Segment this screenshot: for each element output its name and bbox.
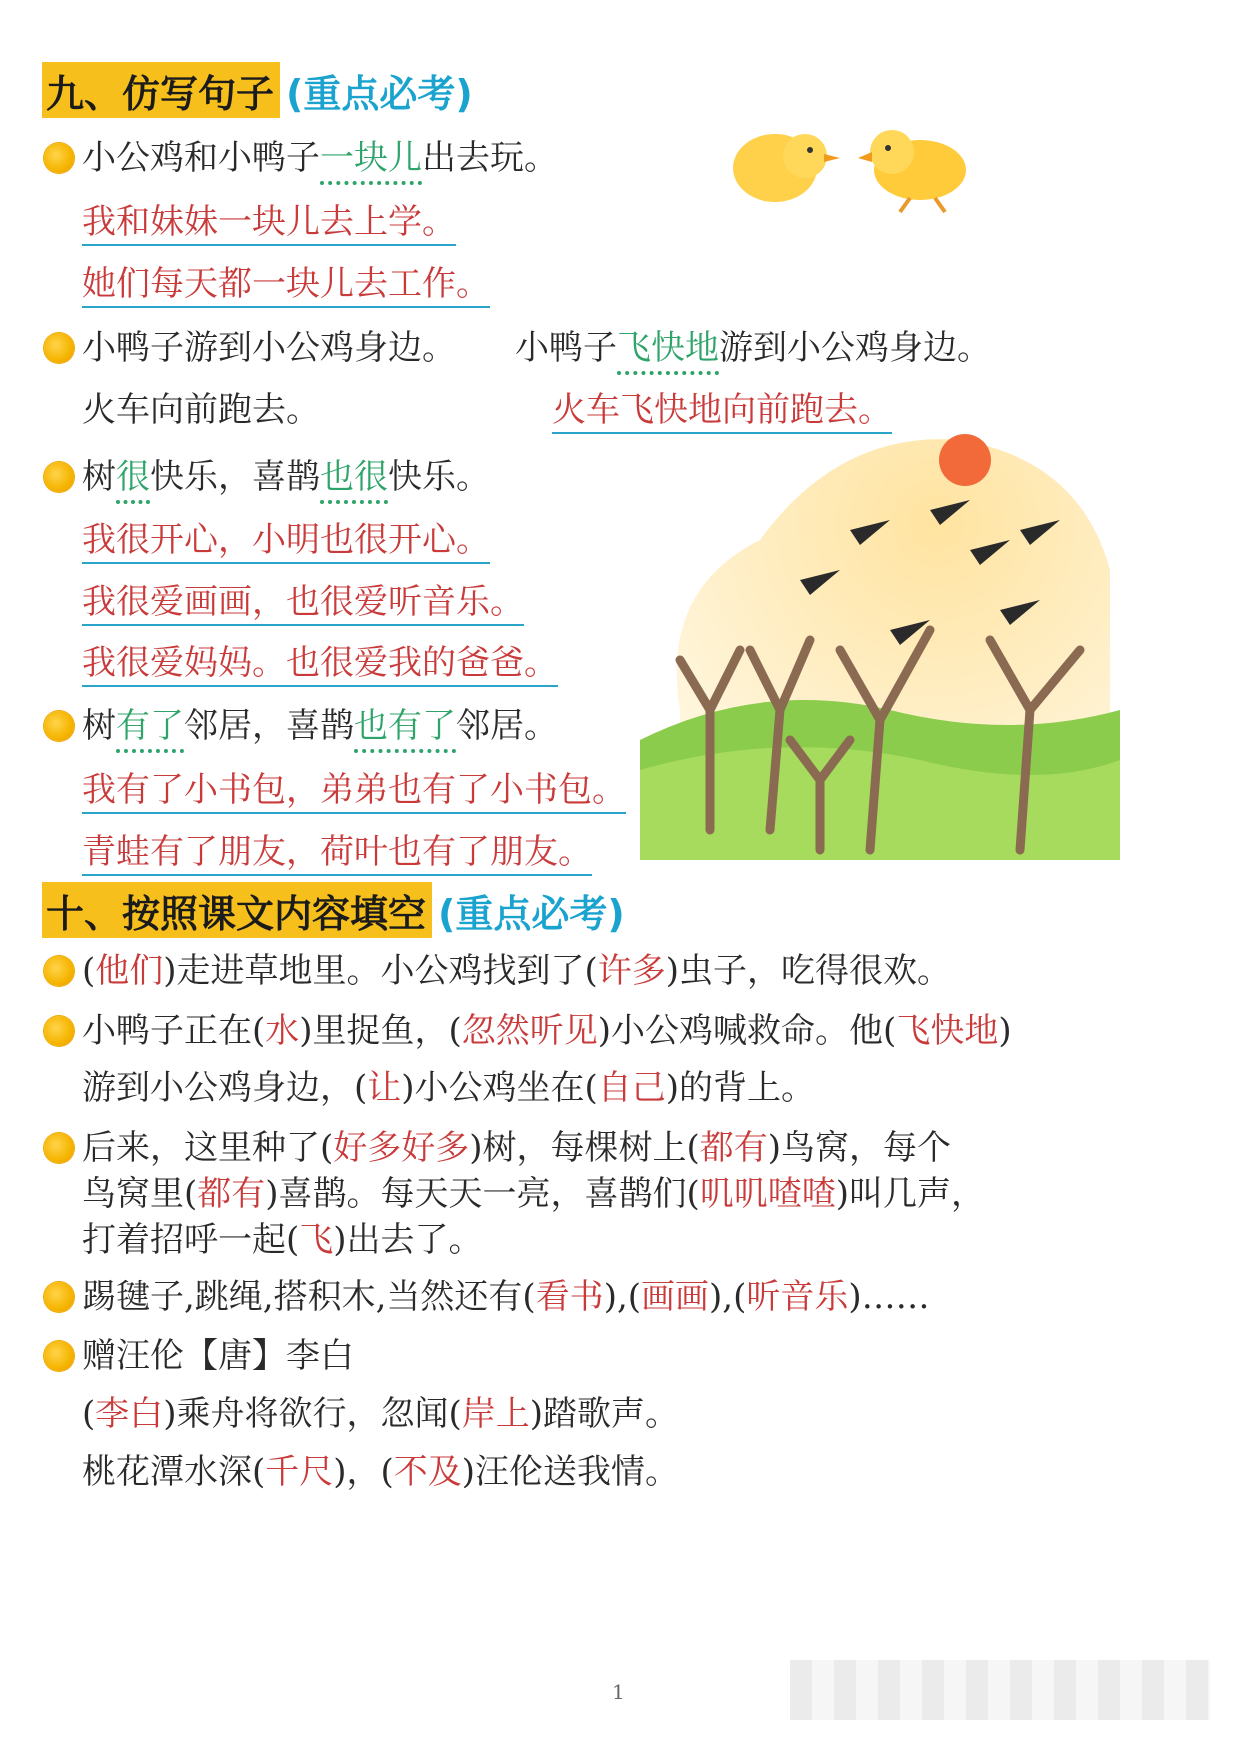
answer-text: 水 bbox=[265, 1011, 300, 1051]
text: ),( bbox=[603, 1277, 642, 1317]
answer-text: 我很开心，小明也很开心。 bbox=[82, 520, 490, 564]
fill-line-4 bbox=[82, 1271, 930, 1323]
text: )叫几声， bbox=[835, 1174, 986, 1214]
text: )里捉鱼，( bbox=[299, 1011, 462, 1051]
keyword: 飞快地 bbox=[617, 328, 719, 368]
section-9-number: 九、仿写句子 bbox=[42, 62, 280, 118]
answer-sentence bbox=[82, 258, 490, 310]
bullet-icon bbox=[44, 711, 74, 741]
blurred-watermark bbox=[790, 1660, 1210, 1720]
section-10-tag: (重点必考) bbox=[438, 891, 625, 936]
prompt-text: 小鸭子游到小公鸡身边。 bbox=[82, 328, 456, 368]
bullet-icon bbox=[44, 333, 74, 363]
answer-text: 叽叽喳喳 bbox=[699, 1174, 836, 1214]
poem-line-2 bbox=[82, 1446, 679, 1498]
answer-text: 自己 bbox=[597, 1068, 666, 1108]
keyword: 很 bbox=[116, 457, 150, 497]
text: 后来，这里种了( bbox=[82, 1128, 334, 1168]
text: 打着招呼一起( bbox=[82, 1220, 300, 1260]
answer-text: 忽然听见 bbox=[461, 1011, 598, 1051]
prompt-text: 游到小公鸡身边。 bbox=[719, 328, 991, 368]
answer-text: 听音乐 bbox=[746, 1277, 849, 1317]
text: )汪伦送我情。 bbox=[461, 1452, 680, 1492]
poem-line-1 bbox=[82, 1388, 679, 1440]
text: )鸟窝，每个 bbox=[767, 1128, 952, 1168]
prompt-text: 出去玩。 bbox=[422, 138, 558, 178]
section-10-title bbox=[42, 882, 625, 938]
answer-sentence bbox=[82, 826, 592, 878]
text: )喜鹊。每天天一亮，喜鹊们( bbox=[265, 1174, 700, 1214]
answer-sentence bbox=[552, 384, 892, 436]
prompt-text: 树 bbox=[82, 457, 116, 497]
answer-text: 让 bbox=[367, 1068, 402, 1108]
section-10-number: 十、按照课文内容填空 bbox=[42, 882, 432, 938]
answer-text: 千尺 bbox=[265, 1452, 334, 1492]
answer-text: 许多 bbox=[597, 951, 666, 991]
text: ( bbox=[82, 951, 96, 991]
prompt-text: 小鸭子 bbox=[515, 328, 617, 368]
answer-text: 我很爱妈妈。也很爱我的爸爸。 bbox=[82, 643, 558, 687]
answer-text: 她们每天都一块儿去工作。 bbox=[82, 264, 490, 308]
text: )小公鸡喊救命。他( bbox=[597, 1011, 897, 1051]
prompt-text: 快乐。 bbox=[388, 457, 490, 497]
prompt-sentence-4 bbox=[82, 700, 558, 752]
text: 桃花潭水深( bbox=[82, 1452, 266, 1492]
answer-text: 李白 bbox=[95, 1394, 164, 1434]
answer-text: 我很爱画画，也很爱听音乐。 bbox=[82, 582, 524, 626]
bullet-icon bbox=[44, 462, 74, 492]
prompt-text: 邻居。 bbox=[456, 706, 558, 746]
fill-line-3a bbox=[82, 1122, 951, 1174]
answer-text: 飞 bbox=[299, 1220, 334, 1260]
page-marker: 1 bbox=[612, 1680, 625, 1704]
text: 踢毽子,跳绳,搭积木,当然还有( bbox=[82, 1277, 536, 1317]
fill-line-2b bbox=[82, 1062, 815, 1114]
text: ( bbox=[82, 1394, 96, 1434]
magpie-tree-illustration bbox=[640, 410, 1120, 860]
bullet-icon bbox=[44, 1016, 74, 1046]
prompt-sentence-3 bbox=[82, 451, 490, 503]
poem-title: 赠汪伦【唐】李白 bbox=[82, 1336, 354, 1376]
text: )走进草地里。小公鸡找到了( bbox=[163, 951, 598, 991]
chicks-illustration bbox=[720, 118, 1000, 218]
prompt-text: 邻居，喜鹊 bbox=[184, 706, 354, 746]
prompt-sentence-2b bbox=[82, 384, 320, 436]
text: 游到小公鸡身边，( bbox=[82, 1068, 368, 1108]
fill-line-3c bbox=[82, 1214, 483, 1266]
text: )，( bbox=[333, 1452, 394, 1492]
answer-text: 好多好多 bbox=[333, 1128, 470, 1168]
text: )虫子，吃得很欢。 bbox=[665, 951, 952, 991]
answer-text: 他们 bbox=[95, 951, 164, 991]
fill-line-1 bbox=[82, 945, 951, 997]
section-9-title bbox=[42, 62, 473, 118]
keyword: 也有了 bbox=[354, 706, 456, 746]
answer-sentence bbox=[82, 196, 456, 248]
fill-line-2a bbox=[82, 1005, 1012, 1057]
text: ),( bbox=[709, 1277, 747, 1317]
bullet-icon bbox=[44, 956, 74, 986]
example-sentence-2 bbox=[515, 322, 991, 374]
text: )小公鸡坐在( bbox=[401, 1068, 598, 1108]
answer-sentence bbox=[82, 576, 524, 628]
answer-text: 火车飞快地向前跑去。 bbox=[552, 390, 892, 434]
answer-text: 飞快地 bbox=[896, 1011, 999, 1051]
text: )树，每棵树上( bbox=[469, 1128, 700, 1168]
prompt-sentence-1 bbox=[82, 132, 558, 184]
prompt-text: 树 bbox=[82, 706, 116, 746]
answer-sentence bbox=[82, 514, 490, 566]
answer-text: 岸上 bbox=[461, 1394, 530, 1434]
prompt-sentence-2 bbox=[82, 322, 456, 374]
bullet-icon bbox=[44, 1133, 74, 1163]
answer-text: 画画 bbox=[641, 1277, 710, 1317]
text: 鸟窝里( bbox=[82, 1174, 198, 1214]
answer-text: 看书 bbox=[535, 1277, 604, 1317]
bullet-icon bbox=[44, 1341, 74, 1371]
answer-text: 都有 bbox=[699, 1128, 768, 1168]
answer-text: 我有了小书包，弟弟也有了小书包。 bbox=[82, 770, 626, 814]
answer-sentence bbox=[82, 764, 626, 816]
keyword: 有了 bbox=[116, 706, 184, 746]
bullet-icon bbox=[44, 143, 74, 173]
keyword: 一块儿 bbox=[320, 138, 422, 178]
section-9-tag: (重点必考) bbox=[286, 71, 473, 116]
answer-text: 我和妹妹一块儿去上学。 bbox=[82, 202, 456, 246]
prompt-text: 火车向前跑去。 bbox=[82, 390, 320, 430]
keyword: 也很 bbox=[320, 457, 388, 497]
text: )…… bbox=[848, 1277, 930, 1317]
text: )乘舟将欲行，忽闻( bbox=[163, 1394, 462, 1434]
text: 小鸭子正在( bbox=[82, 1011, 266, 1051]
prompt-text: 快乐，喜鹊 bbox=[150, 457, 320, 497]
answer-text: 青蛙有了朋友，荷叶也有了朋友。 bbox=[82, 832, 592, 876]
answer-text: 不及 bbox=[393, 1452, 462, 1492]
prompt-text: 小公鸡和小鸭子 bbox=[82, 138, 320, 178]
text: )踏歌声。 bbox=[529, 1394, 680, 1434]
answer-sentence bbox=[82, 637, 558, 689]
fill-line-3b bbox=[82, 1168, 985, 1220]
bullet-icon bbox=[44, 1282, 74, 1312]
text: )出去了。 bbox=[333, 1220, 483, 1260]
text: ) bbox=[998, 1011, 1012, 1051]
answer-text: 都有 bbox=[197, 1174, 266, 1214]
text: )的背上。 bbox=[665, 1068, 816, 1108]
